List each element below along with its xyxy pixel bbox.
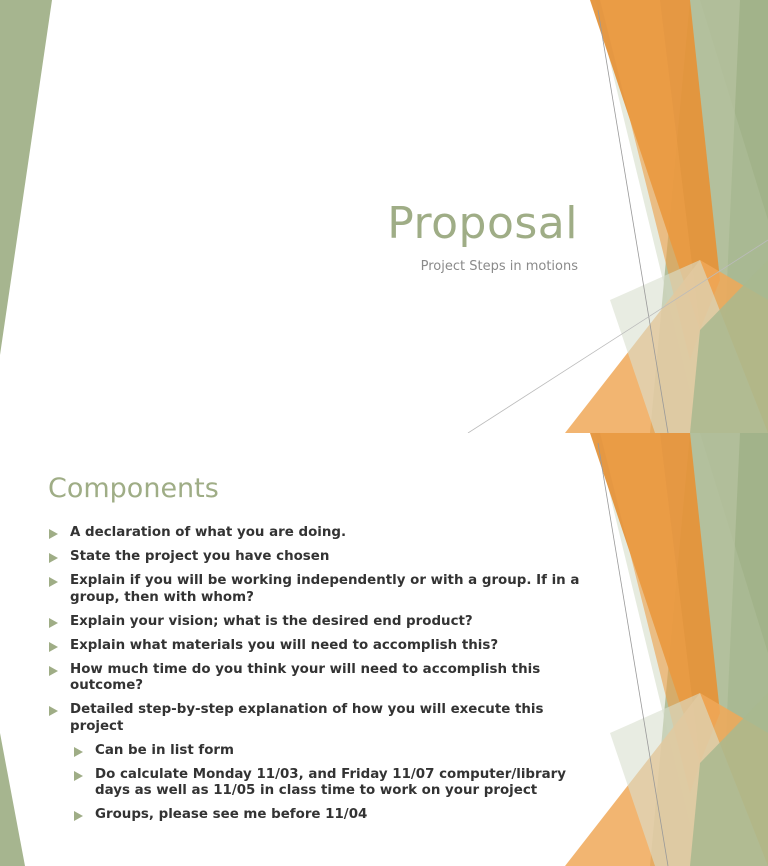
triangle-bullet-icon [74,747,83,757]
sub-list-item: Can be in list form [73,743,598,760]
triangle-bullet-icon [49,577,58,587]
list-item: Explain your vision; what is the desired end product? [48,614,598,631]
slide-subtitle: Project Steps in motions [420,259,578,274]
components-slide [0,433,768,866]
triangle-bullet-icon [49,618,58,628]
slide-title: Proposal [387,198,578,249]
triangle-bullet-icon [49,642,58,652]
triangle-bullet-icon [49,666,58,676]
list-item: State the project you have chosen [48,549,598,566]
triangle-bullet-icon [49,529,58,539]
list-item: Explain if you will be working independently or with a group. If in a group, then with whom? [48,573,598,606]
list-item: Explain what materials you will need to accomplish this? [48,638,598,655]
triangle-bullet-icon [74,771,83,781]
triangle-bullet-icon [49,553,58,563]
bullet-list [48,525,598,831]
sub-list-item: Groups, please see me before 11/04 [73,807,598,824]
triangle-bullet-icon [49,706,58,716]
list-item: A declaration of what you are doing. [48,525,598,542]
list-item: How much time do you think your will need to accomplish this outcome? [48,662,598,695]
triangle-bullet-icon [74,811,83,821]
list-item: Detailed step-by-step explanation of how you will execute this project [48,702,598,735]
slide-title: Components [48,473,219,504]
sub-list-item: Do calculate Monday 11/03, and Friday 11/07 computer/library days as well as 11/05 in class time to work on your project [73,767,598,800]
